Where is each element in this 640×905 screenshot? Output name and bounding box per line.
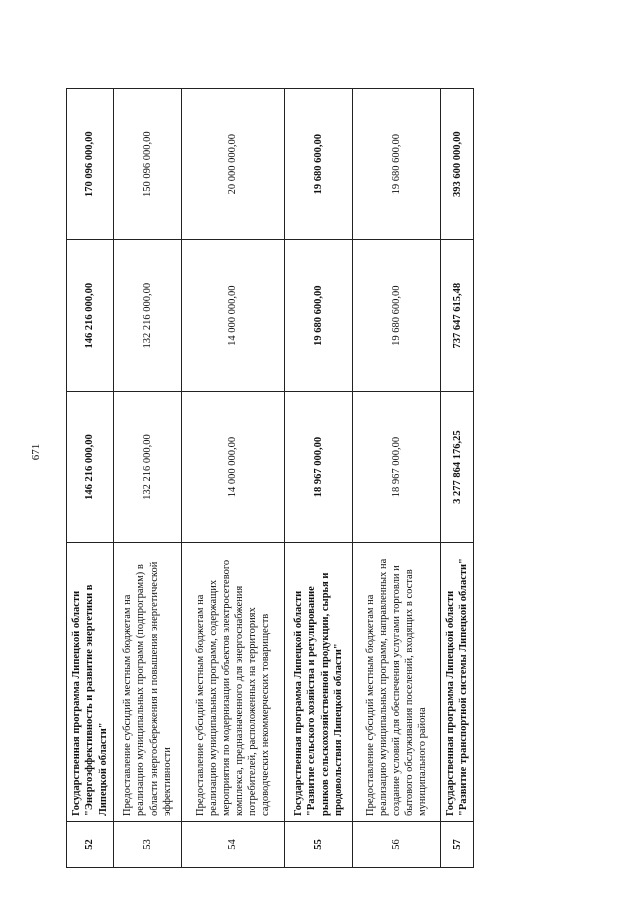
page-number: 671 bbox=[30, 443, 42, 461]
row-value-2: 737 647 615,48 bbox=[441, 240, 474, 391]
budget-table-container bbox=[66, 88, 470, 868]
row-value-1: 18 967 000,00 bbox=[285, 391, 353, 542]
row-description: Государственная программа Липецкой области "Энергоэффективность и развитие энергетики в Липецкой области" bbox=[67, 543, 114, 822]
row-value-3: 19 680 600,00 bbox=[285, 89, 353, 240]
table-row bbox=[114, 89, 182, 868]
row-value-2: 19 680 600,00 bbox=[285, 240, 353, 391]
row-value-3: 19 680 600,00 bbox=[353, 89, 441, 240]
row-value-1: 14 000 000,00 bbox=[182, 391, 285, 542]
row-number: 52 bbox=[67, 821, 114, 867]
row-value-1: 146 216 000,00 bbox=[67, 391, 114, 542]
row-number: 56 bbox=[353, 821, 441, 867]
table-row bbox=[285, 89, 353, 868]
row-value-3: 170 096 000,00 bbox=[67, 89, 114, 240]
row-value-1: 132 216 000,00 bbox=[114, 391, 182, 542]
row-description: Государственная программа Липецкой области "Развитие транспортной системы Липецкой области" bbox=[441, 543, 474, 822]
row-number: 57 bbox=[441, 821, 474, 867]
row-value-3: 20 000 000,00 bbox=[182, 89, 285, 240]
row-value-1: 18 967 000,00 bbox=[353, 391, 441, 542]
row-number: 54 bbox=[182, 821, 285, 867]
row-value-1: 3 277 864 176,25 bbox=[441, 391, 474, 542]
row-value-3: 393 600 000,00 bbox=[441, 89, 474, 240]
row-description: Предоставление субсидий местным бюджетам на реализацию муниципальных программ, содержащих мероприятия по модернизации объектов электросетевого комплекса, предназначенного для энергоснабжения потребителей, расположенных на территориях садоводческих некоммерческих товариществ bbox=[182, 543, 285, 822]
row-description: Государственная программа Липецкой области "Развитие сельского хозяйства и регулирование рынков сельскохозяйственной продукции, сырья и продовольствия Липецкой области" bbox=[285, 543, 353, 822]
row-description: Предоставление субсидий местным бюджетам на реализацию муниципальных программ, направленных на создание условий для обеспечения услугами торговли и бытового обслуживания поселений, входящих в состав муниципального района bbox=[353, 543, 441, 822]
row-value-2: 14 000 000,00 bbox=[182, 240, 285, 391]
table-row bbox=[441, 89, 474, 868]
table-row bbox=[182, 89, 285, 868]
row-number: 55 bbox=[285, 821, 353, 867]
table-row bbox=[67, 89, 114, 868]
row-value-3: 150 096 000,00 bbox=[114, 89, 182, 240]
budget-table bbox=[66, 88, 474, 868]
row-value-2: 146 216 000,00 bbox=[67, 240, 114, 391]
row-number: 53 bbox=[114, 821, 182, 867]
row-value-2: 19 680 600,00 bbox=[353, 240, 441, 391]
table-row bbox=[353, 89, 441, 868]
row-value-2: 132 216 000,00 bbox=[114, 240, 182, 391]
row-description: Предоставление субсидий местным бюджетам на реализацию муниципальных программ (подпрограмм) в области энергосбережения и повышения энергетической эффективности bbox=[114, 543, 182, 822]
